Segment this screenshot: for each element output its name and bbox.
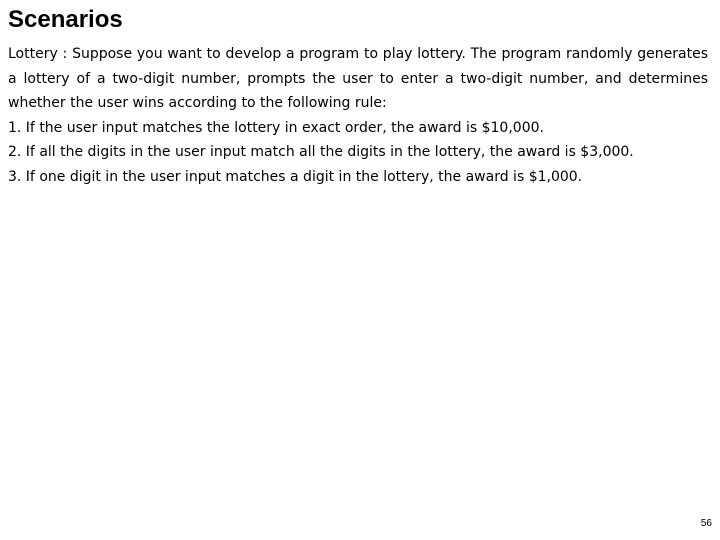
award-rule-exact-order: 1. If the user input matches the lottery in exact order, the award is $10,000.	[8, 119, 544, 136]
award-rule-all-digits: 2. If all the digits in the user input match all the digits in the lottery, the award is $3,000.	[8, 144, 634, 160]
award-rule-one-digit: 3. If one digit in the user input matches a digit in the lottery, the award is $1,000.	[8, 168, 583, 185]
award-rules-list	[8, 116, 708, 190]
page-number: 56	[700, 518, 712, 529]
slide-body	[8, 42, 708, 189]
lottery-intro-paragraph: Lottery : Suppose you want to develop a program to play lottery. The program randomly generates a lottery of a two-digit number, prompts the user to enter a two-digit number, and determines whether the user wins according to the following rule:	[8, 46, 708, 111]
slide-title: Scenarios	[8, 6, 123, 33]
